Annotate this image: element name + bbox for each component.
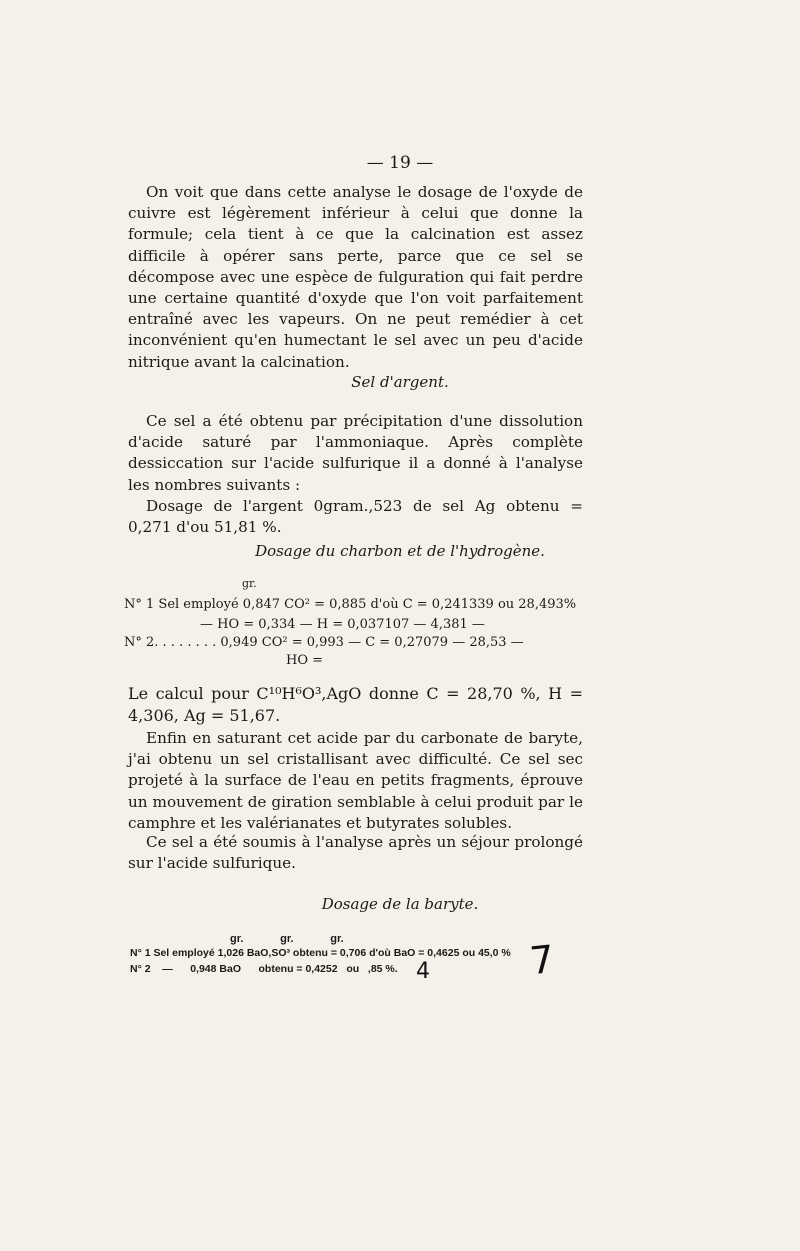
heading-dosage-baryte: Dosage de la baryte.	[321, 895, 479, 913]
table-unit-label: gr.	[242, 577, 257, 590]
table-row: N° 2. . . . . . . . 0,949 CO² = 0,993 — C = 0,27079 — 28,53 —	[124, 635, 524, 650]
table-row: N° 1 Sel employé 1,026 BaO,SO³ obtenu = 0,706 d'où BaO = 0,4625 ou 45,0 %	[130, 947, 511, 959]
heading-dosage-charbon: Dosage du charbon et de l'hydrogène.	[255, 542, 545, 560]
heading-sel-argent: Sel d'argent.	[351, 373, 449, 391]
handwritten-seven-annotation: 7	[527, 936, 557, 984]
paragraph-baryte-sel: Enfin en saturant cet acide par du carbonate de baryte, j'ai obtenu un sel cristallisant avec difficulté. Ce sel sec projeté à la surface de l'eau en petits fragments, éprouve un mouvement de giration semblable à celui produit par le camphre et les valérianates et butyrates solubles.	[128, 729, 583, 832]
paragraph-calcul: Le calcul pour C¹⁰H⁶O³,AgO donne C = 28,70 %, H = 4,306, Ag = 51,67.	[128, 684, 583, 725]
page-number: — 19 —	[366, 153, 434, 173]
table-row: — HO = 0,334 — H = 0,037107 — 4,381 —	[200, 617, 485, 632]
paragraph-dosage-argent: Dosage de l'argent 0gram.,523 de sel Ag obtenu = 0,271 d'ou 51,81 %.	[128, 496, 583, 537]
paragraph-analysis-note: On voit que dans cette analyse le dosage de l'oxyde de cuivre est légèrement inférieur à celui que donne la formule; cela tient à ce que la calcination est assez difficile à opérer sans perte, parce que ce sel se décompose avec une espèce de fulguration qui fait perdre une certaine quantité d'oxyde que l'on voit parfaitement entraîné avec les vapeurs. On ne peut remédier à cet inconvénient qu'en humectant le sel avec un peu d'acide nitrique avant la calcination.	[128, 183, 583, 371]
table-row: N° 2 — 0,948 BaO obtenu = 0,4252 ou ,85 %.	[130, 963, 398, 975]
paragraph-sel-argent	[128, 411, 583, 538]
handwritten-four-annotation: 4	[416, 959, 430, 984]
paragraph-precipitation: Ce sel a été obtenu par précipitation d'une dissolution d'acide saturé par l'ammoniaque. Après complète dessiccation sur l'acide sulfurique il a donné à l'analyse les nombres suivants :	[128, 412, 583, 494]
table-row: N° 1 Sel employé 0,847 CO² = 0,885 d'où C = 0,241339 ou 28,493%	[124, 597, 577, 612]
table-unit-label: gr. gr. gr.	[230, 933, 344, 945]
table-row: HO =	[286, 653, 324, 668]
paragraph-analyse-sulfurique: Ce sel a été soumis à l'analyse après un séjour prolongé sur l'acide sulfurique.	[128, 833, 583, 873]
